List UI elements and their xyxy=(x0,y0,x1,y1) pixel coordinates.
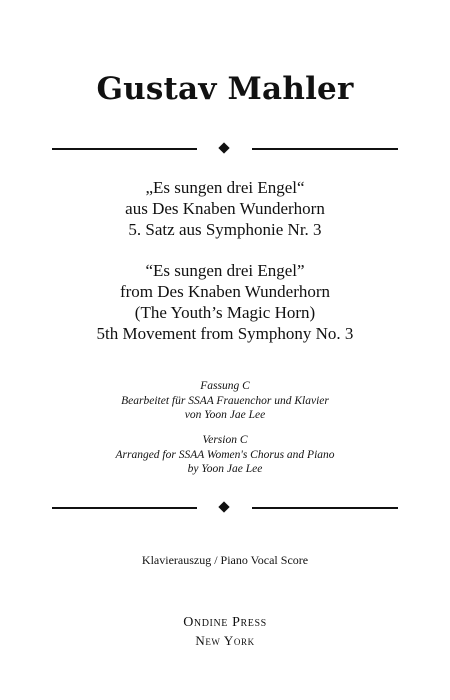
arrangement-english-version: Version C xyxy=(202,434,248,446)
divider-line-left xyxy=(52,148,197,150)
divider-line-right xyxy=(252,148,398,150)
publisher-city: New York xyxy=(195,633,255,648)
arrangement-english-description: Arranged for SSAA Women's Chorus and Piano xyxy=(115,448,335,461)
arrangement-german xyxy=(0,379,450,423)
composer-name: Gustav Mahler xyxy=(96,71,354,107)
title-english-line-2: from Des Knaben Wunderhorn xyxy=(119,282,331,301)
arrangement-english-arranger: by Yoon Jae Lee xyxy=(187,463,263,475)
arrangement-german-arranger: von Yoon Jae Lee xyxy=(184,409,266,421)
title-german-line-1: „Es sungen drei Engel“ xyxy=(145,178,305,197)
divider-line-left xyxy=(52,507,197,509)
divider-line-right xyxy=(252,507,398,509)
ornamental-divider-bottom xyxy=(52,502,398,514)
title-english-line-1: “Es sungen drei Engel” xyxy=(145,261,305,280)
title-english-line-3: (The Youth’s Magic Horn) xyxy=(134,303,316,322)
arrangement-english xyxy=(0,433,450,477)
score-type: Klavierauszug / Piano Vocal Score xyxy=(141,553,309,567)
arrangement-german-version: Fassung C xyxy=(200,380,250,392)
title-german-line-2: aus Des Knaben Wunderhorn xyxy=(125,199,325,218)
arrangement-german-description: Bearbeitet für SSAA Frauenchor und Klavier xyxy=(121,394,329,407)
title-german xyxy=(0,177,450,240)
ornamental-divider-top xyxy=(52,143,398,155)
title-english-line-4: 5th Movement from Symphony No. 3 xyxy=(96,324,354,343)
title-german-line-3: 5. Satz aus Symphonie Nr. 3 xyxy=(128,220,322,239)
publisher-name: Ondine Press xyxy=(183,615,267,630)
title-english xyxy=(0,260,450,344)
diamond-icon xyxy=(218,142,229,153)
diamond-icon xyxy=(218,501,229,512)
publisher xyxy=(0,614,450,650)
